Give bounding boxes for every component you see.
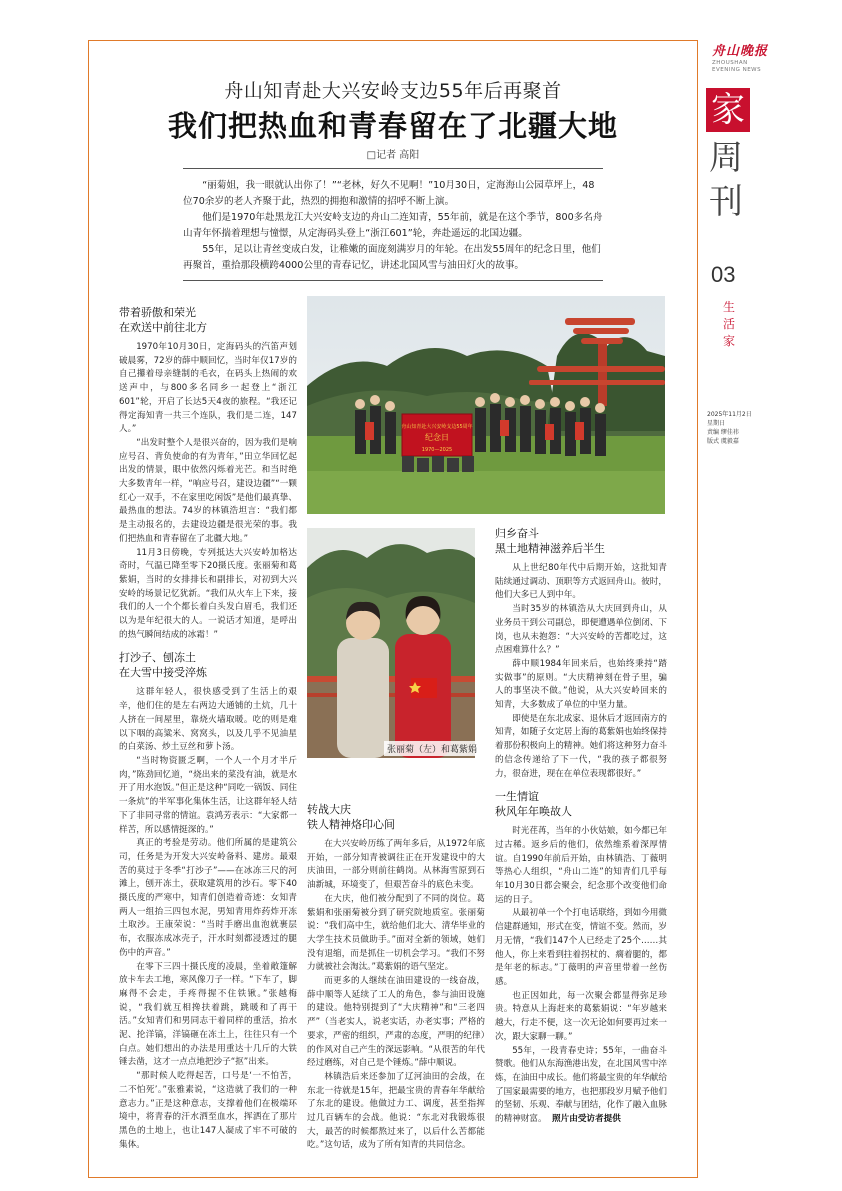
article-byline: □记者 高阳	[366, 150, 420, 161]
lead-paragraph: “丽菊姐，我一眼就认出你了！”“老林，好久不见啊！”10月30日，定海海山公园草坪上，48位70余岁的老人齐聚于此，热烈的拥抱和激情的招呼不断上演。	[183, 180, 595, 207]
body-paragraph: 薛中顺1984年回来后，也始终秉持“踏实做事”的原则。“大庆精神刻在骨子里，骗人的事坚决不做。”他说，从大兴安岭回来的知青，大多数成了单位的中坚力量。	[495, 658, 667, 711]
article-lead	[183, 168, 603, 281]
issue-weekday: 星期日	[707, 420, 726, 427]
column-1	[119, 303, 297, 1152]
column-title-box: 家	[706, 88, 750, 132]
body-paragraph: 即使是在东北成家、退休后才返回南方的知青，如随子女定居上海的葛紫娟也始终保持着那份积极向上的精神。她们将这种努力奋斗的信念传递给了下一代，“我的孩子都很努力，很奋进，现在在单位表现都很好。”	[495, 713, 667, 779]
banner-years: 1970—2025	[421, 447, 453, 453]
body-paragraph: 从上世纪80年代中后期开始，这批知青陆续通过调动、顶职等方式返回舟山。彼时，他们大多已人到中年。	[495, 563, 667, 601]
body-paragraph: 在零下三四十摄氏度的凌晨，坐着敞篷解放卡车去工地，寒风像刀子一样。“下车了，脚麻得不会走，手疼得握不住铁锹。”张越梅说，“我们就互相搀扶着跳，跳暖和了再干活。”女知青们和男同志干着同样的重活，抬水泥、抡洋镐，洋镐砸在冻土上，往往只有一个白点。她们想出的办法是用重达十几斤的大铁锤去凿，这才一点点地把沙子“抠”出来。	[119, 961, 297, 1068]
group-photo	[307, 296, 665, 514]
body-paragraph: 在大庆，他们被分配到了不同的岗位。葛紫娟和张丽菊被分到了研究院地质室。张丽菊说：“我们高中生，就给他们北大、清华毕业的大学生技术员做助手。”面对全新的领域，她们没有退缩，而是抓住一切机会学习。“我们不努力就被社会淘汰。”葛紫娟的语气坚定。	[307, 893, 485, 973]
body-paragraph: 1970年10月30日，定海码头的汽笛声划破晨雾，72岁的薛中顺回忆，当时年仅17岁的自己攥着母亲缝制的毛衣，在码头上热闹的欢送声中，与800多名同乡一起登上“浙江601”轮，开启了长达5天4夜的旅程。“我还记得定海知青一共三个连队，我们是二连，147人。”	[119, 342, 297, 435]
section-name: 生 活 家	[722, 300, 735, 348]
body-paragraph: 也正因如此，每一次聚会都显得弥足珍贵。特意从上海赶来的葛紫娟说：“年岁越来越大，行走不便，这一次无论如何要再过来一次，跟大家聊一聊。”	[495, 990, 667, 1042]
banner-line1: 舟山知青赴大兴安岭支边55周年	[401, 424, 473, 430]
column-2	[307, 800, 485, 1153]
masthead	[712, 40, 802, 74]
column-3	[495, 524, 667, 1127]
portrait-photo	[307, 528, 475, 758]
column-title-zhou: 周	[709, 138, 743, 178]
newspaper-english-name: ZHOUSHAN EVENING NEWS	[712, 60, 762, 73]
commemorative-banner	[401, 414, 472, 456]
article-headline: 我们把热血和青春留在了北疆大地	[167, 109, 618, 143]
subheading: 转战大庆 铁人精神烙印心间	[307, 803, 395, 831]
body-paragraph: 从最初单一个个打电话联络，到如今用微信建群通知，形式在变，情谊不变。然而，岁月无情，“我们147个人已经走了25个……其他人，你上来看到拄着拐杖的、瘸着腿的，都是年老的标志。”丁薇明的声音里带着一丝伤感。	[495, 908, 667, 987]
column-title-kan: 刊	[709, 182, 743, 222]
article-kicker: 舟山知青赴大兴安岭支边55年后再聚首	[224, 80, 562, 102]
page-number: 03	[711, 262, 736, 287]
body-paragraph: “当时物资匮乏啊，一个人一个月才半斤肉，”陈劲回忆道，“烧出来的菜没有油，就是水开了用水泡饭。”但正是这种“同吃一锅饭、同住一条炕”的半军事化集体生活，让这群年轻人结下了非同寻常的情谊。袁鸿芳表示：“大家都一样苦，所以感情挺深的。”	[119, 755, 297, 835]
editor: 责编 缪佳祎	[707, 429, 739, 436]
subheading: 打沙子、刨冻土 在大雪中接受淬炼	[119, 651, 207, 680]
lead-paragraph: 他们是1970年赴黑龙江大兴安岭支边的舟山二连知青，55年前，就是在这个季节，800多名舟山青年怀揣着理想与憧憬，从定海码头登上“浙江601”轮，奔赴遥远的北国边疆。	[183, 212, 603, 239]
subheading: 归乡奋斗 黑土地精神滋养后半生	[495, 527, 605, 555]
body-paragraph: 55年，一段青春史诗；55年，一曲奋斗赞歌。他们从东海渔港出发，在北国风雪中淬炼，在油田中成长。他们将最宝贵的年华献给了国家最需要的地方，也把那段岁月赋予他们的坚韧、乐观、奉献与团结，化作了融入血脉的精神财富。 照片由受访者提供	[495, 1045, 667, 1125]
body-paragraph: 当时35岁的林镇浩从大庆回到舟山，从业务员干到公司副总，即便遭遇单位倒闭、下岗，也从未抱怨：“大兴安岭的苦都吃过，这点困难算什么？”	[495, 604, 667, 656]
body-paragraph: 林镇浩后来还参加了辽河油田的会战，在东北一待就是15年，把最宝贵的青春年华献给了东北的建设。他做过力工、调度，甚至指挥过几百辆车的会战。他说：“东北对我锻炼很大，最苦的时候都熬过来了，以后什么苦都能吃。”这句话，成为了所有知青的共同信念。	[307, 1071, 485, 1151]
body-paragraph: “出发时整个人是很兴奋的，因为我们是响应号召、背负使命的有为青年，”田立华回忆起出发的情景，眼中依然闪烁着光芒。和当时绝大多数青年一样，“响应号召，建设边疆”“一颗红心一双手，不在家里吃闲饭”是他们最真挚、最热血的想法。74岁的林镇浩坦言：“我们都是主动报名的，去建设边疆是很光荣的事。我们把热血和青春留在了北疆大地。”	[119, 437, 297, 544]
body-paragraph: 这群年轻人，很快感受到了生活上的艰辛，他们住的是左右两边大通铺的土炕，几十人挤在一间屋里，靠烧火墙取暖。吃的则是难以下咽的高粱米、窝窝头，以及几乎不见油星的白菜汤、炒土豆丝和萝卜汤。	[119, 687, 297, 753]
photo-caption: 张丽菊（左）和葛紫娟	[384, 741, 480, 756]
issue-date: 2025年11月2日	[707, 411, 752, 418]
body-paragraph: 真正的考验是劳动。他们所属的是建筑公司，任务是为开发大兴安岭备料、建房。最艰苦的莫过于冬季“打沙子”——在冰冻三尺的河滩上，刨开冻土，获取建筑用的沙石。零下40摄氏度的严寒中，知青们创造着奇迹：女知青两人一组抬三四包水泥，男知青用炸药炸开冻土取沙。王康荣说：“当时手磨出血泡就裹层布，衣服冻成冰壳子，汗水时刻都浸透过的腿伤中的声音。”	[119, 838, 297, 958]
body-paragraph: 在大兴安岭历练了两年多后，从1972年底开始，一部分知青被调往正在开发建设中的大庆油田，一部分则前往鹤岗。从林海雪原到石油新城，环境变了，但艰苦奋斗的底色未变。	[307, 839, 485, 891]
newspaper-logo: 舟山晚报	[712, 44, 769, 59]
layout-editor: 版式 虞毅嘉	[707, 438, 739, 445]
issue-info	[707, 410, 752, 446]
body-paragraph: 11月3日傍晚，专列抵达大兴安岭加格达奇时，气温已降至零下20摄氏度。张丽菊和葛紫娟，当时的女排排长和副排长，对初到大兴安岭的场景记忆犹新。“我们从火车上下来，接我们的人一个个都长着白头发白眉毛，我们还以为是年纪很大的人。一说话才知道，是呼出的热气瞬间结成的冰霜！”	[119, 547, 297, 640]
body-paragraph: 时光荏苒，当年的小伙姑娘，如今都已年过古稀。返乡后的他们，依然维系着深厚情谊。自1990年前后开始，由林镇浩、丁薇明等热心人组织，“舟山二连”的知青们几乎每年10月30日都会聚会，纪念那个改变他们命运的日子。	[495, 826, 667, 905]
body-paragraph: “那时候人吃得起苦，口号是‘一不怕苦，二不怕死’。”张雅素说，“这造就了我们的一种意志力。”正是这种意志，支撑着他们在极端环境中，将青春的汗水洒至血水，挥洒在了那片黑色的土地上，也让147人凝成了牢不可破的集体。	[119, 1071, 297, 1150]
subheading: 一生情谊 秋风年年唤故人	[495, 790, 572, 819]
subheading: 带着骄傲和荣光 在欢送中前往北方	[119, 306, 207, 334]
photo-credit: 照片由受访者提供	[552, 1114, 621, 1125]
banner-line2: 纪念日	[425, 433, 449, 442]
body-paragraph: 而更多的人继续在油田建设的一线奋战，薛中顺等人延续了工人的角色，参与油田设施的建设。他特别提到了“大庆精神”和“三老四严”（当老实人，说老实话，办老实事；严格的要求，严密的组织，严肃的态度，严明的纪律）的作风对自己产生的深远影响。“从很苦的年代经过磨练，对自己是个锤炼。”薛中顺说。	[307, 976, 485, 1069]
lead-paragraph: 55年，足以让青丝变成白发，让稚嫩的面庞刻满岁月的年轮。在出发55周年的纪念日里，他们再聚首，重拾那段横跨4000公里的青春记忆，讲述北国风雪与油田灯火的故事。	[183, 244, 601, 271]
